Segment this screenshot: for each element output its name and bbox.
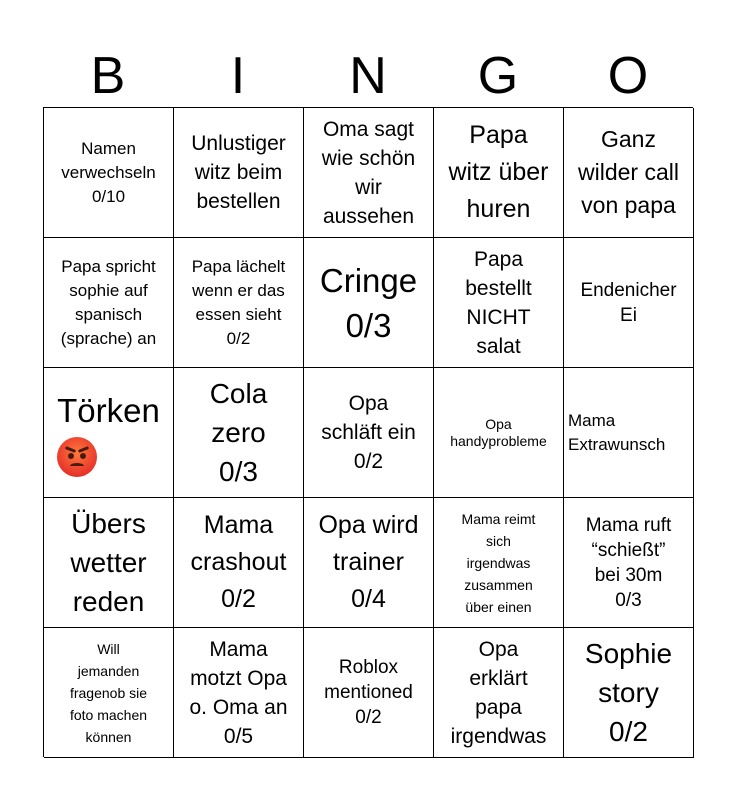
bingo-cell[interactable] xyxy=(174,368,304,498)
bingo-cell[interactable] xyxy=(44,238,174,368)
cell-text: Papa bestellt NICHT salat xyxy=(465,247,532,358)
bingo-cell[interactable] xyxy=(174,498,304,628)
angry-face-icon xyxy=(57,437,97,477)
header-letter-g: G xyxy=(477,47,519,105)
cell-text: Papa witz über huren xyxy=(448,121,549,223)
bingo-cell[interactable] xyxy=(174,108,304,238)
cell-text: Opa wird trainer 0/4 xyxy=(318,511,419,613)
cell-text: Endenicher Ei xyxy=(580,279,677,326)
header-letter-i: I xyxy=(230,47,246,105)
cell-text: Mama reimt sich irgendwas zusammen über einen xyxy=(461,510,536,615)
cell-text: Oma sagt wie schön wir aussehen xyxy=(321,117,416,228)
bingo-cell[interactable] xyxy=(564,628,694,758)
bingo-cell[interactable] xyxy=(44,108,174,238)
cell-text: Papa lächelt wenn er das essen sieht 0/2 xyxy=(191,256,286,348)
bingo-cell[interactable] xyxy=(174,238,304,368)
header-letter-n: N xyxy=(349,47,387,105)
cell-text: Namen verwechseln 0/10 xyxy=(61,138,156,206)
bingo-cell[interactable] xyxy=(174,628,304,758)
bingo-cell[interactable] xyxy=(434,628,564,758)
cell-text: Opa handyprobleme xyxy=(450,415,547,449)
cell-text: Opa schläft ein 0/2 xyxy=(321,392,416,473)
bingo-cell[interactable] xyxy=(44,628,174,758)
cell-text: Mama Extrawunsch xyxy=(568,410,666,454)
bingo-cell[interactable] xyxy=(434,108,564,238)
cell-text: Übers wetter reden xyxy=(70,508,147,617)
bingo-cell[interactable] xyxy=(564,498,694,628)
bingo-cell[interactable] xyxy=(304,628,434,758)
bingo-cell[interactable] xyxy=(564,238,694,368)
cell-text: Mama ruft “schießt” bei 30m 0/3 xyxy=(585,514,672,611)
bingo-cell[interactable] xyxy=(304,498,434,628)
cell-text: Unlustiger witz beim bestellen xyxy=(191,132,286,213)
cell-text: Papa spricht sophie auf spanisch (sprache) an xyxy=(60,256,157,348)
bingo-cell[interactable] xyxy=(434,238,564,368)
cell-text: Cringe 0/3 xyxy=(319,261,418,344)
header-letter-b: B xyxy=(90,47,126,105)
bingo-cell[interactable] xyxy=(564,108,694,238)
cell-text: Will jemanden fragenob sie foto machen können xyxy=(69,640,148,745)
cell-text: Roblox mentioned 0/2 xyxy=(324,657,413,728)
cell-text: Törken xyxy=(57,392,160,429)
bingo-cell[interactable] xyxy=(434,498,564,628)
bingo-grid xyxy=(43,107,693,757)
cell-text: Ganz wilder call von papa xyxy=(578,126,679,218)
bingo-cell[interactable] xyxy=(304,108,434,238)
bingo-cell[interactable] xyxy=(564,368,694,498)
bingo-cell[interactable] xyxy=(304,368,434,498)
cell-text: Mama motzt Opa o. Oma an 0/5 xyxy=(189,637,288,748)
bingo-cell[interactable] xyxy=(44,498,174,628)
cell-text: Opa erklärt papa irgendwas xyxy=(450,637,547,748)
cell-text: Cola zero 0/3 xyxy=(209,378,268,487)
cell-text: Mama crashout 0/2 xyxy=(190,511,287,613)
bingo-cell[interactable] xyxy=(44,368,174,498)
header-letter-o: O xyxy=(607,47,649,105)
bingo-cell[interactable] xyxy=(434,368,564,498)
bingo-header xyxy=(43,48,693,104)
bingo-cell[interactable] xyxy=(304,238,434,368)
cell-text: Sophie story 0/2 xyxy=(584,638,673,747)
